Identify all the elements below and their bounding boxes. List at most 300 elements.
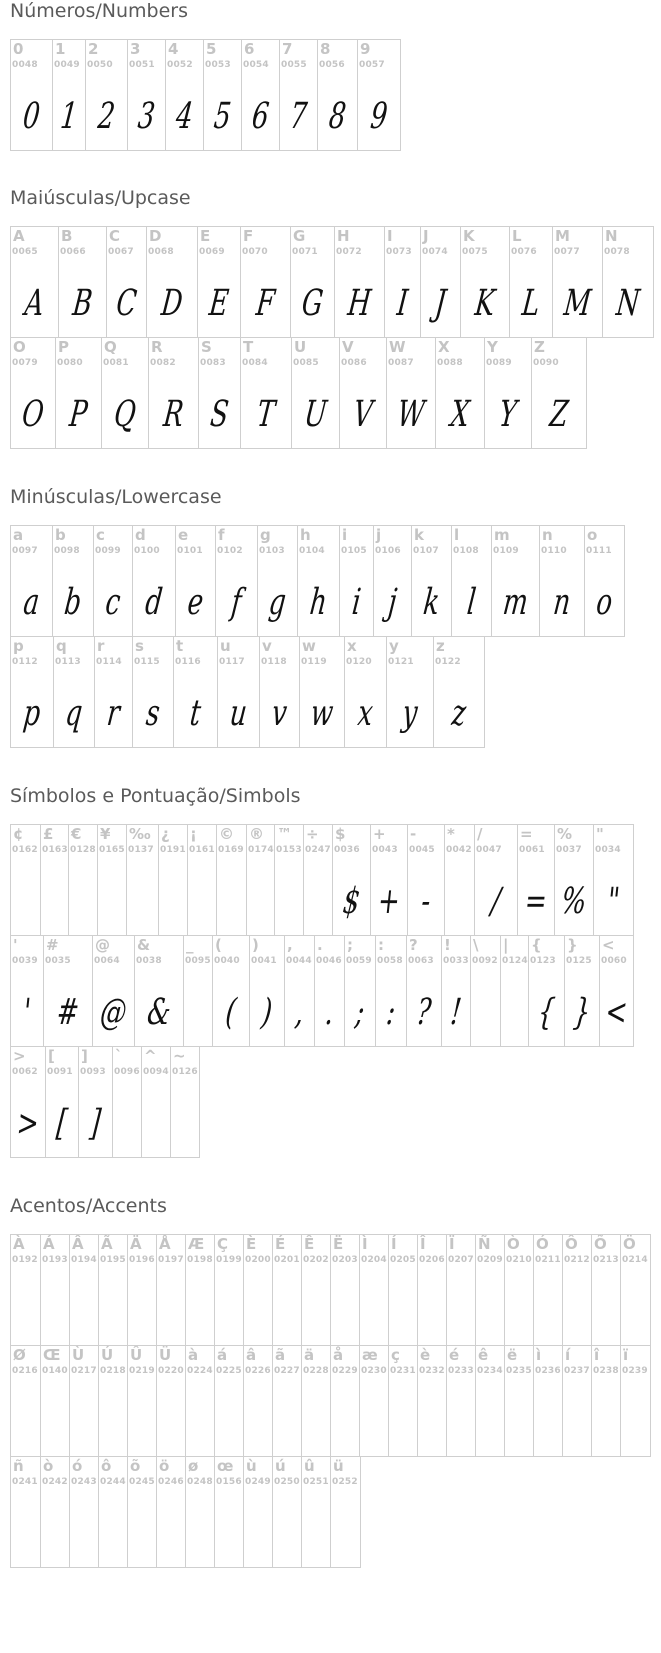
glyph-code: 0233 — [448, 1366, 474, 1376]
glyph-cell — [435, 337, 485, 449]
section-3 — [10, 785, 650, 1158]
glyph-cell — [484, 337, 532, 449]
glyph-code: 0212 — [564, 1255, 590, 1265]
section-title: Acentos/Accents — [10, 1195, 167, 1217]
glyph-cell — [539, 525, 585, 637]
glyph-label: ö — [159, 1457, 170, 1475]
glyph-sample: } — [571, 991, 593, 1033]
glyph-code: 0072 — [336, 247, 362, 257]
glyph-cell — [299, 636, 345, 748]
glyph-sample: s — [144, 692, 162, 734]
glyph-code: 0220 — [158, 1366, 184, 1376]
glyph-sample: X — [448, 393, 472, 435]
glyph-cell — [279, 39, 318, 151]
glyph-code: 0055 — [281, 60, 307, 70]
glyph-code: 0235 — [506, 1366, 532, 1376]
glyph-code: 0237 — [564, 1366, 590, 1376]
glyph-cell — [10, 337, 56, 449]
glyph-sample: ' — [21, 991, 33, 1033]
glyph-cell — [127, 1456, 157, 1568]
glyph-label: . — [317, 936, 323, 954]
glyph-grid — [10, 40, 650, 151]
glyph-code: 0046 — [316, 956, 342, 966]
glyph-code: 0062 — [12, 1067, 38, 1077]
glyph-sample — [186, 1497, 214, 1568]
glyph-code: 0174 — [248, 845, 274, 855]
glyph-code: 0112 — [12, 657, 38, 667]
glyph-code: 0104 — [299, 546, 325, 556]
glyph-code: 0191 — [160, 845, 186, 855]
glyph-label: C — [109, 227, 121, 245]
glyph-label: £ — [43, 825, 54, 843]
glyph-code: 0232 — [419, 1366, 445, 1376]
glyph-code: 0076 — [511, 247, 537, 257]
glyph-sample — [445, 865, 473, 936]
glyph-cell — [98, 1456, 128, 1568]
glyph-sample: 9 — [368, 95, 390, 137]
glyph-label: Ç — [217, 1235, 229, 1253]
glyph-sample — [501, 976, 528, 1047]
glyph-label: ¡ — [190, 825, 197, 843]
glyph-cell — [339, 337, 387, 449]
glyph-code: 0095 — [185, 956, 211, 966]
glyph-cell — [593, 824, 634, 936]
glyph-cell — [290, 226, 335, 338]
glyph-label: 7 — [282, 40, 293, 58]
glyph-code: 0169 — [218, 845, 244, 855]
glyph-cell — [564, 935, 600, 1047]
glyph-label: ) — [252, 936, 259, 954]
glyph-cell — [156, 1345, 186, 1457]
glyph-label: c — [96, 526, 105, 544]
glyph-label: % — [557, 825, 573, 843]
glyph-cell — [411, 525, 452, 637]
glyph-cell — [198, 337, 241, 449]
glyph-code: 0056 — [319, 60, 345, 70]
glyph-sample: & — [145, 991, 173, 1033]
glyph-code: 0071 — [292, 247, 318, 257]
glyph-code: 0241 — [12, 1477, 38, 1487]
glyph-label: > — [13, 1047, 26, 1065]
glyph-sample: 8 — [327, 95, 348, 137]
glyph-cell — [284, 935, 315, 1047]
glyph-code: 0251 — [303, 1477, 329, 1487]
glyph-code: 0162 — [12, 845, 38, 855]
glyph-label: X — [438, 338, 450, 356]
glyph-code: 0081 — [103, 358, 129, 368]
glyph-sample — [11, 1497, 39, 1568]
glyph-sample: h — [307, 581, 330, 623]
glyph-sample: o — [594, 581, 615, 623]
glyph-row — [10, 1457, 650, 1568]
glyph-cell — [132, 525, 176, 637]
glyph-sample — [418, 1275, 446, 1346]
glyph-label: H — [337, 227, 350, 245]
glyph-label: â — [246, 1346, 257, 1364]
glyph-grid — [10, 825, 650, 1158]
glyph-sample: - — [419, 880, 433, 922]
glyph-cell — [43, 935, 93, 1047]
glyph-sample: K — [473, 282, 497, 324]
glyph-code: 0061 — [519, 845, 545, 855]
glyph-sample — [99, 1275, 127, 1346]
glyph-sample — [217, 865, 245, 936]
glyph-label: 0 — [13, 40, 24, 58]
glyph-row — [10, 1235, 650, 1346]
glyph-code: 0109 — [493, 546, 519, 556]
glyph-label: \ — [473, 936, 479, 954]
glyph-sample — [534, 1275, 562, 1346]
glyph-sample: T — [255, 393, 277, 435]
glyph-code: 0084 — [242, 358, 268, 368]
glyph-cell — [78, 1046, 113, 1158]
glyph-sample: d — [143, 581, 165, 623]
glyph-cell — [69, 1234, 99, 1346]
glyph-label: ^ — [144, 1047, 157, 1065]
glyph-cell — [517, 824, 555, 936]
glyph-cell — [10, 1456, 41, 1568]
glyph-label: ` — [115, 1047, 123, 1065]
glyph-cell — [170, 1046, 200, 1158]
glyph-label: " — [596, 825, 604, 843]
glyph-label: Q — [104, 338, 117, 356]
glyph-code: 0193 — [42, 1255, 68, 1265]
glyph-label: ô — [101, 1457, 112, 1475]
glyph-code: 0053 — [205, 60, 231, 70]
glyph-sample: N — [614, 282, 642, 324]
section-title: Símbolos e Pontuação/Simbols — [10, 785, 301, 807]
glyph-cell — [554, 824, 594, 936]
glyph-label: z — [436, 637, 445, 655]
glyph-code: 0125 — [566, 956, 592, 966]
glyph-code: 0065 — [12, 247, 38, 257]
glyph-row — [10, 825, 650, 936]
glyph-label: Ó — [536, 1235, 549, 1253]
glyph-cell — [58, 226, 107, 338]
glyph-sample — [184, 976, 212, 1047]
glyph-cell — [134, 935, 184, 1047]
glyph-sample — [447, 1386, 475, 1457]
glyph-cell — [158, 824, 188, 936]
glyph-cell — [98, 1345, 128, 1457]
glyph-code: 0105 — [341, 546, 367, 556]
glyph-cell — [417, 1345, 447, 1457]
glyph-cell — [344, 636, 387, 748]
glyph-sample: U — [302, 393, 329, 435]
glyph-label: Ã — [101, 1235, 113, 1253]
glyph-code: 0069 — [199, 247, 225, 257]
glyph-sample: Z — [547, 393, 571, 435]
glyph-cell — [10, 1345, 41, 1457]
glyph-label: 5 — [206, 40, 217, 58]
glyph-row — [10, 338, 650, 449]
glyph-label: g — [260, 526, 271, 544]
glyph-grid — [10, 526, 650, 748]
glyph-label: ¿ — [161, 825, 170, 843]
glyph-sample — [389, 1275, 417, 1346]
glyph-sample — [157, 1497, 185, 1568]
glyph-sample: c — [103, 581, 123, 623]
glyph-code: 0239 — [622, 1366, 648, 1376]
glyph-code: 0051 — [129, 60, 155, 70]
glyph-sample — [11, 1386, 39, 1457]
glyph-label: & — [137, 936, 151, 954]
glyph-label: q — [56, 637, 67, 655]
glyph-code: 0078 — [604, 247, 630, 257]
glyph-sample: V — [351, 393, 375, 435]
glyph-label: ¥ — [100, 825, 111, 843]
glyph-label: # — [46, 936, 59, 954]
glyph-code: 0057 — [359, 60, 385, 70]
glyph-label: ù — [246, 1457, 257, 1475]
glyph-label: v — [262, 637, 272, 655]
glyph-row — [10, 936, 650, 1047]
glyph-cell — [407, 824, 445, 936]
glyph-sample: M — [562, 282, 593, 324]
glyph-code: 0047 — [476, 845, 502, 855]
glyph-cell — [433, 636, 485, 748]
glyph-row — [10, 1346, 650, 1457]
glyph-label: 4 — [168, 40, 179, 58]
glyph-label: ú — [275, 1457, 286, 1475]
glyph-label: l — [454, 526, 460, 544]
glyph-label: ! — [444, 936, 451, 954]
glyph-code: 0213 — [593, 1255, 619, 1265]
glyph-label: I — [387, 227, 393, 245]
glyph-code: 0210 — [506, 1255, 532, 1265]
glyph-sample — [128, 1497, 156, 1568]
glyph-code: 0036 — [334, 845, 360, 855]
glyph-sample — [171, 1087, 199, 1158]
glyph-sample: E — [207, 282, 231, 324]
glyph-code: 0066 — [60, 247, 86, 257]
glyph-cell — [127, 1234, 157, 1346]
glyph-cell — [291, 337, 340, 449]
glyph-code: 0242 — [42, 1477, 68, 1487]
glyph-label: _ — [186, 936, 194, 954]
glyph-cell — [509, 226, 553, 338]
glyph-label: B — [61, 227, 73, 245]
glyph-sample: % — [559, 880, 589, 922]
glyph-sample — [215, 1386, 243, 1457]
glyph-code: 0039 — [12, 956, 38, 966]
glyph-cell — [441, 935, 471, 1047]
glyph-cell — [444, 824, 475, 936]
glyph-cell — [460, 226, 510, 338]
glyph-label: Ä — [130, 1235, 142, 1253]
glyph-label: ÷ — [306, 825, 319, 843]
glyph-code: 0250 — [274, 1477, 300, 1487]
glyph-sample: W — [395, 393, 427, 435]
glyph-sample: / — [489, 880, 503, 922]
glyph-sample — [360, 1275, 388, 1346]
glyph-sample: ; — [353, 991, 367, 1033]
glyph-cell — [301, 1345, 331, 1457]
glyph-code: 0075 — [462, 247, 488, 257]
glyph-label: Ë — [333, 1235, 344, 1253]
glyph-cell — [185, 1345, 215, 1457]
glyph-cell — [274, 824, 304, 936]
glyph-cell — [359, 1234, 389, 1346]
glyph-cell — [52, 39, 86, 151]
glyph-label: n — [542, 526, 553, 544]
glyph-sample: l — [465, 581, 478, 623]
glyph-sample: G — [299, 282, 326, 324]
glyph-cell — [10, 39, 53, 151]
glyph-cell — [197, 226, 241, 338]
glyph-cell — [330, 1456, 361, 1568]
glyph-cell — [98, 1234, 128, 1346]
glyph-cell — [332, 824, 371, 936]
glyph-cell — [504, 1234, 534, 1346]
glyph-cell — [240, 226, 291, 338]
glyph-code: 0088 — [437, 358, 463, 368]
glyph-code: 0227 — [274, 1366, 300, 1376]
glyph-label: ø — [188, 1457, 199, 1475]
glyph-code: 0206 — [419, 1255, 445, 1265]
glyph-label: { — [531, 936, 542, 954]
glyph-sample: 4 — [174, 95, 195, 137]
glyph-cell — [602, 226, 654, 338]
glyph-label: s — [135, 637, 144, 655]
glyph-cell — [388, 1234, 418, 1346]
glyph-code: 0034 — [595, 845, 621, 855]
glyph-sample: 5 — [212, 95, 233, 137]
glyph-sample — [505, 1275, 533, 1346]
glyph-cell — [85, 39, 128, 151]
glyph-cell — [45, 1046, 79, 1158]
glyph-code: 0218 — [100, 1366, 126, 1376]
glyph-label: ] — [81, 1047, 88, 1065]
glyph-cell — [246, 824, 275, 936]
glyph-sample — [563, 1386, 591, 1457]
glyph-sample: r — [105, 692, 122, 734]
glyph-sample — [188, 865, 216, 936]
glyph-label: G — [293, 227, 306, 245]
glyph-code: 0245 — [129, 1477, 155, 1487]
glyph-code: 0246 — [158, 1477, 184, 1487]
glyph-sample: q — [63, 692, 85, 734]
glyph-label: b — [55, 526, 66, 544]
glyph-sample — [244, 1386, 272, 1457]
glyph-cell — [272, 1234, 302, 1346]
glyph-cell — [185, 1234, 215, 1346]
glyph-code: 0111 — [586, 546, 612, 556]
glyph-cell — [386, 636, 434, 748]
glyph-sample: . — [323, 991, 336, 1033]
glyph-sample — [389, 1386, 417, 1457]
glyph-sample: x — [356, 692, 375, 734]
glyph-label: ò — [43, 1457, 54, 1475]
glyph-cell — [203, 39, 242, 151]
glyph-code: 0096 — [114, 1067, 140, 1077]
glyph-label: Å — [159, 1235, 171, 1253]
glyph-label: , — [287, 936, 293, 954]
glyph-sample: 2 — [96, 95, 117, 137]
glyph-cell — [175, 525, 216, 637]
glyph-cell — [55, 337, 102, 449]
glyph-label: ' — [13, 936, 18, 954]
glyph-code: 0156 — [216, 1477, 242, 1487]
glyph-sample — [563, 1275, 591, 1346]
glyph-cell — [528, 935, 565, 1047]
glyph-code: 0052 — [167, 60, 193, 70]
glyph-label: ï — [623, 1346, 629, 1364]
section-0 — [10, 0, 650, 151]
glyph-label: ~ — [173, 1047, 186, 1065]
glyph-sample: I — [395, 282, 410, 324]
glyph-cell — [475, 1345, 505, 1457]
glyph-sample — [304, 865, 332, 936]
glyph-code: 0161 — [189, 845, 215, 855]
glyph-sample — [98, 865, 126, 936]
glyph-label: u — [220, 637, 231, 655]
glyph-sample: p — [21, 692, 43, 734]
glyph-sample — [215, 1497, 243, 1568]
glyph-label: ; — [347, 936, 353, 954]
glyph-code: 0216 — [12, 1366, 38, 1376]
glyph-cell — [52, 525, 94, 637]
glyph-cell — [127, 39, 166, 151]
glyph-code: 0079 — [12, 358, 38, 368]
glyph-label: Ú — [101, 1346, 114, 1364]
glyph-code: 0247 — [305, 845, 331, 855]
glyph-sample — [592, 1275, 620, 1346]
glyph-sample — [247, 865, 274, 936]
glyph-label: E — [200, 227, 211, 245]
glyph-code: 0090 — [533, 358, 559, 368]
glyph-sample: t — [188, 692, 203, 734]
glyph-code: 0234 — [477, 1366, 503, 1376]
glyph-sample: g — [267, 581, 288, 623]
glyph-sample: 0 — [21, 95, 42, 137]
glyph-code: 0097 — [12, 546, 38, 556]
glyph-code: 0050 — [87, 60, 113, 70]
glyph-code: 0108 — [453, 546, 479, 556]
glyph-label: Ù — [72, 1346, 85, 1364]
glyph-grid — [10, 227, 650, 449]
glyph-label: 6 — [244, 40, 255, 58]
glyph-cell — [591, 1234, 621, 1346]
glyph-sample — [331, 1386, 359, 1457]
glyph-label: ã — [275, 1346, 286, 1364]
glyph-label: õ — [130, 1457, 141, 1475]
glyph-sample — [534, 1386, 562, 1457]
glyph-label: V — [342, 338, 354, 356]
glyph-label: / — [477, 825, 483, 843]
glyph-cell — [375, 935, 407, 1047]
glyph-label: y — [389, 637, 399, 655]
glyph-label: œ — [217, 1457, 234, 1475]
glyph-sample — [11, 1275, 39, 1346]
glyph-label: Ê — [304, 1235, 315, 1253]
glyph-code: 0120 — [346, 657, 372, 667]
glyph-cell — [141, 1046, 171, 1158]
glyph-label: Î — [420, 1235, 426, 1253]
glyph-cell — [243, 1345, 273, 1457]
glyph-label: Œ — [43, 1346, 61, 1364]
glyph-sample — [275, 865, 303, 936]
glyph-label: Ü — [159, 1346, 172, 1364]
glyph-code: 0114 — [96, 657, 122, 667]
glyph-sample: F — [254, 282, 277, 324]
glyph-label: Y — [487, 338, 498, 356]
glyph-sample: + — [375, 880, 403, 922]
glyph-code: 0101 — [177, 546, 203, 556]
glyph-code: 0224 — [187, 1366, 213, 1376]
glyph-sample: e — [185, 581, 206, 623]
glyph-label: i — [342, 526, 348, 544]
